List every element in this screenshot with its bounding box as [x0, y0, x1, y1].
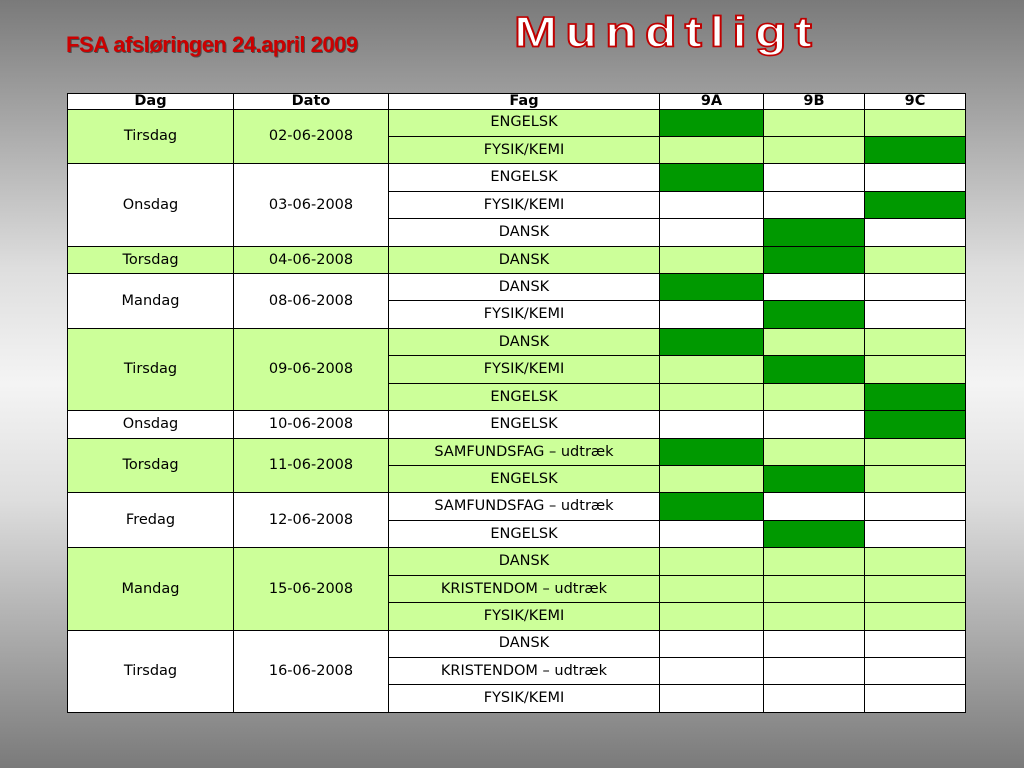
- table-row: [68, 328, 966, 355]
- class-9c-cell: [865, 356, 966, 383]
- class-9a-cell: [660, 520, 764, 547]
- class-9c-cell: [865, 301, 966, 328]
- class-9b-cell: [764, 136, 865, 163]
- class-9b-cell: [764, 657, 865, 684]
- table-row: [68, 630, 966, 657]
- class-9c-cell: [865, 219, 966, 246]
- class-9a-cell: [660, 301, 764, 328]
- subject-cell: DANSK: [389, 328, 660, 355]
- day-cell: Torsdag: [68, 438, 234, 493]
- class-9b-cell: [764, 328, 865, 355]
- class-9b-cell: [764, 383, 865, 410]
- table-row: [68, 246, 966, 273]
- subject-cell: DANSK: [389, 274, 660, 301]
- class-9b-cell: [764, 548, 865, 575]
- class-9a-cell: [660, 657, 764, 684]
- class-9a-cell: [660, 383, 764, 410]
- subject-cell: SAMFUNDSFAG – udtræk: [389, 438, 660, 465]
- date-cell: 09-06-2008: [234, 328, 389, 410]
- class-9b-cell: [764, 685, 865, 713]
- class-9b-cell-marked: [764, 465, 865, 492]
- class-9b-cell: [764, 603, 865, 630]
- header-row: [68, 94, 966, 110]
- subject-cell: KRISTENDOM – udtræk: [389, 575, 660, 602]
- class-9b-cell: [764, 274, 865, 301]
- subject-cell: SAMFUNDSFAG – udtræk: [389, 493, 660, 520]
- class-9c-cell: [865, 685, 966, 713]
- class-9b-cell: [764, 164, 865, 191]
- class-9c-cell: [865, 603, 966, 630]
- subject-cell: FYSIK/KEMI: [389, 191, 660, 218]
- class-9c-cell: [865, 274, 966, 301]
- subject-cell: FYSIK/KEMI: [389, 356, 660, 383]
- class-9c-cell: [865, 438, 966, 465]
- class-9a-cell: [660, 603, 764, 630]
- header-9b: 9B: [764, 94, 865, 110]
- date-cell: 02-06-2008: [234, 109, 389, 164]
- class-9c-cell: [865, 630, 966, 657]
- class-9b-cell: [764, 630, 865, 657]
- class-9b-cell-marked: [764, 301, 865, 328]
- class-9a-cell: [660, 548, 764, 575]
- class-9b-cell-marked: [764, 520, 865, 547]
- class-9c-cell: [865, 328, 966, 355]
- day-cell: Tirsdag: [68, 109, 234, 164]
- class-9c-cell: [865, 575, 966, 602]
- subject-cell: FYSIK/KEMI: [389, 301, 660, 328]
- class-9c-cell: [865, 548, 966, 575]
- date-cell: 04-06-2008: [234, 246, 389, 273]
- class-9b-cell: [764, 109, 865, 136]
- slide-subtitle: FSA afsløringen 24.april 2009: [66, 32, 358, 57]
- class-9a-cell-marked: [660, 164, 764, 191]
- date-cell: 11-06-2008: [234, 438, 389, 493]
- day-cell: Tirsdag: [68, 630, 234, 712]
- schedule-body: [68, 109, 966, 713]
- class-9c-cell: [865, 657, 966, 684]
- day-cell: Onsdag: [68, 411, 234, 438]
- subject-cell: FYSIK/KEMI: [389, 603, 660, 630]
- class-9a-cell: [660, 630, 764, 657]
- class-9b-cell: [764, 438, 865, 465]
- table-row: [68, 411, 966, 438]
- class-9a-cell: [660, 219, 764, 246]
- date-cell: 12-06-2008: [234, 493, 389, 548]
- table-row: [68, 164, 966, 191]
- subject-cell: DANSK: [389, 548, 660, 575]
- date-cell: 15-06-2008: [234, 548, 389, 630]
- header-fag: Fag: [389, 94, 660, 110]
- subject-cell: DANSK: [389, 246, 660, 273]
- class-9c-cell-marked: [865, 383, 966, 410]
- subject-cell: ENGELSK: [389, 465, 660, 492]
- class-9c-cell: [865, 164, 966, 191]
- table-row: [68, 493, 966, 520]
- subject-cell: DANSK: [389, 219, 660, 246]
- class-9a-cell: [660, 685, 764, 713]
- header-dag: Dag: [68, 94, 234, 110]
- class-9a-cell: [660, 411, 764, 438]
- subject-cell: ENGELSK: [389, 383, 660, 410]
- class-9b-cell-marked: [764, 219, 865, 246]
- subject-cell: FYSIK/KEMI: [389, 685, 660, 713]
- header-9a: 9A: [660, 94, 764, 110]
- class-9c-cell-marked: [865, 136, 966, 163]
- class-9c-cell: [865, 520, 966, 547]
- class-9a-cell: [660, 465, 764, 492]
- class-9b-cell-marked: [764, 356, 865, 383]
- date-cell: 10-06-2008: [234, 411, 389, 438]
- subject-cell: DANSK: [389, 630, 660, 657]
- day-cell: Tirsdag: [68, 328, 234, 410]
- header-9c: 9C: [865, 94, 966, 110]
- class-9c-cell: [865, 246, 966, 273]
- table-row: [68, 548, 966, 575]
- class-9c-cell: [865, 465, 966, 492]
- class-9b-cell: [764, 575, 865, 602]
- class-9a-cell: [660, 575, 764, 602]
- class-9b-cell-marked: [764, 246, 865, 273]
- day-cell: Mandag: [68, 548, 234, 630]
- class-9a-cell: [660, 356, 764, 383]
- table-row: [68, 274, 966, 301]
- date-cell: 08-06-2008: [234, 274, 389, 329]
- day-cell: Mandag: [68, 274, 234, 329]
- class-9a-cell-marked: [660, 493, 764, 520]
- subject-cell: ENGELSK: [389, 520, 660, 547]
- table-row: [68, 109, 966, 136]
- class-9a-cell-marked: [660, 328, 764, 355]
- class-9c-cell: [865, 109, 966, 136]
- subject-cell: ENGELSK: [389, 164, 660, 191]
- date-cell: 03-06-2008: [234, 164, 389, 246]
- day-cell: Fredag: [68, 493, 234, 548]
- date-cell: 16-06-2008: [234, 630, 389, 712]
- subject-cell: ENGELSK: [389, 411, 660, 438]
- class-9b-cell: [764, 493, 865, 520]
- day-cell: Torsdag: [68, 246, 234, 273]
- subject-cell: KRISTENDOM – udtræk: [389, 657, 660, 684]
- class-9b-cell: [764, 191, 865, 218]
- class-9a-cell: [660, 136, 764, 163]
- class-9a-cell-marked: [660, 109, 764, 136]
- subject-cell: FYSIK/KEMI: [389, 136, 660, 163]
- class-9b-cell: [764, 411, 865, 438]
- class-9c-cell: [865, 493, 966, 520]
- subject-cell: ENGELSK: [389, 109, 660, 136]
- class-9a-cell-marked: [660, 438, 764, 465]
- class-9a-cell-marked: [660, 274, 764, 301]
- day-cell: Onsdag: [68, 164, 234, 246]
- class-9a-cell: [660, 246, 764, 273]
- class-9a-cell: [660, 191, 764, 218]
- exam-schedule-table: [67, 93, 966, 713]
- class-9c-cell-marked: [865, 191, 966, 218]
- header-dato: Dato: [234, 94, 389, 110]
- slide-title: Mundtligt: [514, 8, 820, 57]
- class-9c-cell-marked: [865, 411, 966, 438]
- table-row: [68, 438, 966, 465]
